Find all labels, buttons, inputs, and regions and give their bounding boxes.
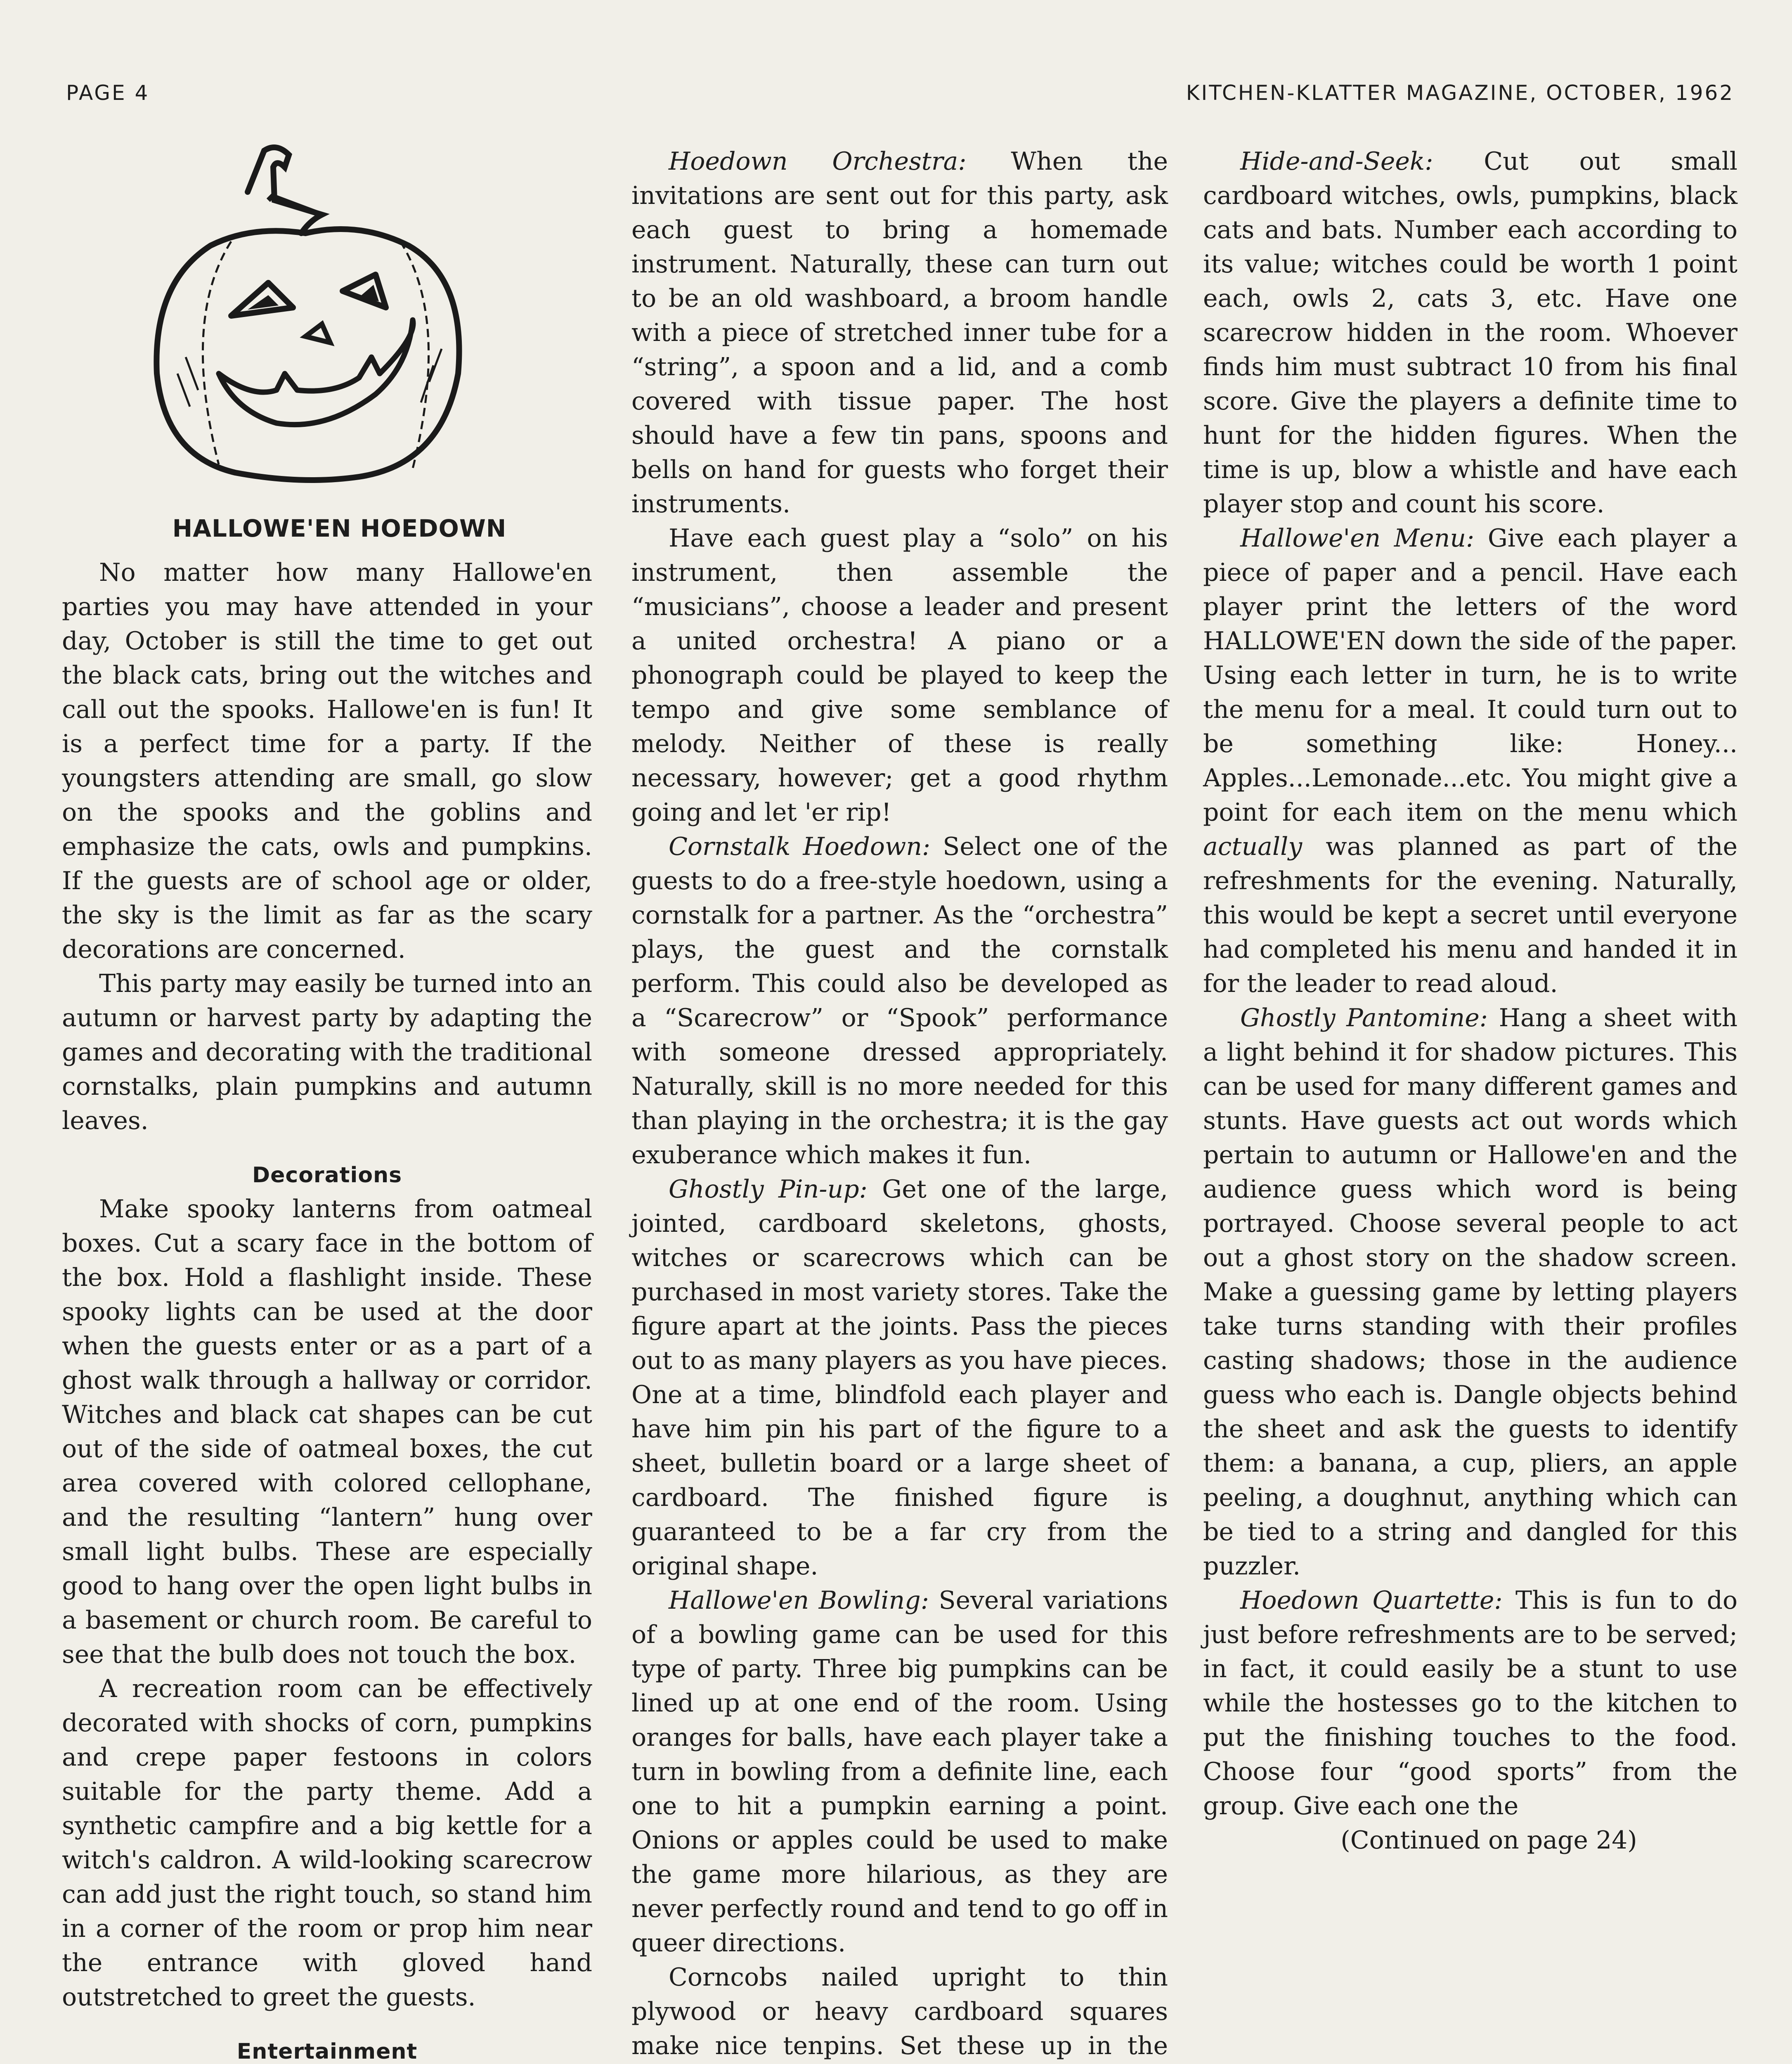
orchestra-paragraph-2: Have each guest play a “solo” on his instrument, then assemble the “musicians”, choose a leader and present a united orchestra! A piano or a phonograph could be played to keep the tempo and give some semblance of melody. Neither of these is really necessary, however; get a good rhythm going and let 'er rip!: [631, 524, 1168, 827]
hide-seek-text: Cut out small cardboard witches, owls, pumpkins, black cats and bats. Number each according to its value; witches could be worth 1 point each, owls 2, cats 3, etc. Have one scarecrow hidden in the room. Whoever finds him must subtract 10 from his final score. Give the players a definite time to hunt for the hidden figures. When the time is up, blow a whistle and have each player stop and count his score.: [1203, 147, 1738, 518]
decorations-heading: Decorations: [252, 1163, 402, 1188]
decorations-paragraph-2: A recreation room can be effectively decorated with shocks of corn, pumpkins and crepe paper festoons in colors suitable for the party theme. Add a synthetic campfire and a big kettle for a witch's caldron. A wild-looking scarecrow can add just the right touch, so stand him in a corner of the room or prop him near the entrance with gloved hand outstretched to greet the guests.: [62, 1674, 592, 2012]
menu-paragraph: [1203, 521, 1738, 1001]
pantomime-paragraph: [1203, 1001, 1738, 1584]
cornstalk-paragraph: [631, 830, 1168, 1172]
menu-text-b: was planned as part of the refreshments for the evening. Naturally, this would be kept a secret until everyone had completed his menu and handed it in for the leader to read aloud.: [1203, 832, 1738, 998]
bowling-paragraph: [631, 1584, 1168, 1960]
menu-title: Hallowe'en Menu:: [1240, 524, 1475, 553]
quartette-paragraph: [1203, 1584, 1738, 1823]
cornstalk-title: Cornstalk Hoedown:: [669, 832, 931, 861]
bowling-text: Several variations of a bowling game can be used for this type of party. Three big pumpkins can be lined up at one end of the room. Using oranges for balls, have each player take a turn in bowling from a definite line, each one to hit a pumpkin earning a point. Onions or apples could be used to make the game more hilarious, as they are never perfectly round and tend to go off in queer directions.: [631, 1586, 1168, 1957]
page-number: PAGE 4: [66, 81, 150, 105]
hide-seek-title: Hide-and-Seek:: [1240, 147, 1433, 176]
intro-paragraph-1: No matter how many Hallowe'en parties you may have attended in your day, October is still the time to get out the black cats, bring out the witches and call out the spooks. Hallowe'en is fun! It is a perfect time for a party. If the youngsters attending are small, go slow on the spooks and the goblins and emphasize the cats, owls and pumpkins. If the guests are of school age or older, the sky is the limit as far as the scary decorations are concerned.: [62, 558, 592, 964]
magazine-title: KITCHEN-KLATTER MAGAZINE, OCTOBER, 1962: [1186, 81, 1734, 105]
entertainment-heading: Entertainment: [236, 2039, 418, 2064]
quartette-text: This is fun to do just before refreshments are to be served; in fact, it could easily be a stunt to use while the hostesses go to the kitchen to put the finishing touches to the food. Choose four “good sports” from the group. Give each one the: [1203, 1586, 1738, 1820]
article-title: HALLOWE'EN HOEDOWN: [172, 514, 507, 542]
menu-text-a: Give each player a piece of paper and a pencil. Have each player print the letters of the word HALLOWE'EN down the side of the paper. Using each letter in turn, he is to write the menu for a meal. It could turn out to be something like: Honey... Apples...Lemonade...etc. You might give a point for each item on the menu which: [1203, 524, 1738, 827]
pinup-text: Get one of the large, jointed, cardboard skeletons, ghosts, witches or scarecrows which can be purchased in most variety stores. Take the figure apart at the joints. Pass the pieces out to as many players as you have pieces. One at a time, blindfold each player and have him pin his part of the figure to a sheet, bulletin board or a large sheet of cardboard. The finished figure is guaranteed to be a far cry from the original shape.: [631, 1175, 1168, 1581]
hide-seek-paragraph: [1203, 144, 1738, 521]
menu-text-em: actually: [1203, 832, 1303, 861]
column-2: [631, 144, 1168, 2064]
orchestra-paragraph: [631, 144, 1168, 521]
continued-note: (Continued on page 24): [1340, 1826, 1637, 1855]
jack-o-lantern-icon: [128, 142, 491, 506]
orchestra-title: Hoedown Orchestra:: [669, 147, 967, 176]
bowling-title: Hallowe'en Bowling:: [669, 1586, 929, 1615]
pantomime-text: Hang a sheet with a light behind it for shadow pictures. This can be used for many different games and stunts. Have guests act out words which pertain to autumn or Hallowe'en and the audience guess which word is being portrayed. Choose several people to act out a ghost story on the shadow screen. Make a guessing game by letting players take turns standing with their profiles casting shadows; those in the audience guess who each is. Dangle objects behind the sheet and ask the guests to identify them: a banana, a cup, pliers, an apple peeling, a doughnut, anything which can be tied to a string and dangled for this puzzler.: [1203, 1004, 1738, 1581]
orchestra-text: When the invitations are sent out for this party, ask each guest to bring a homemade instrument. Naturally, these can turn out to be an old washboard, a broom handle with a piece of stretched inner tube for a “string”, a spoon and a lid, and a comb covered with tissue paper. The host should have a few tin pans, spoons and bells on hand for guests who forget their instruments.: [631, 147, 1168, 518]
pinup-title: Ghostly Pin-up:: [669, 1175, 868, 1204]
page-header: [66, 81, 1734, 114]
column-3: [1203, 144, 1738, 1858]
intro-paragraph-2: This party may easily be turned into an autumn or harvest party by adapting the games and decorating with the traditional cornstalks, plain pumpkins and autumn leaves.: [62, 969, 592, 1135]
decorations-paragraph-1: Make spooky lanterns from oatmeal boxes. Cut a scary face in the bottom of the box. Hold a flashlight inside. These spooky lights can be used at the door when the guests enter or as a part of a ghost walk through a hallway or corridor. Witches and black cat shapes can be cut out of the side of oatmeal boxes, the cut area covered with colored cellophane, and the resulting “lantern” hung over small light bulbs. These are especially good to hang over the open light bulbs in a basement or church room. Be careful to see that the bulb does not touch the box.: [62, 1195, 592, 1669]
pantomime-title: Ghostly Pantomine:: [1240, 1004, 1488, 1032]
pinup-paragraph: [631, 1172, 1168, 1584]
cornstalk-text: Select one of the guests to do a free-style hoedown, using a cornstalk for a partner. As the “orchestra” plays, the guest and the cornstalk perform. This could also be developed as a “Scarecrow” or “Spook” performance with someone dressed appropriately. Naturally, skill is no more needed for this than playing in the orchestra; it is the gay exuberance which makes it fun.: [631, 832, 1168, 1169]
quartette-title: Hoedown Quartette:: [1240, 1586, 1503, 1615]
column-1: [62, 142, 592, 2064]
bowling-paragraph-2: Corncobs nailed upright to thin plywood or heavy cardboard squares make nice tenpins. Set these up in the: [631, 1963, 1168, 2060]
